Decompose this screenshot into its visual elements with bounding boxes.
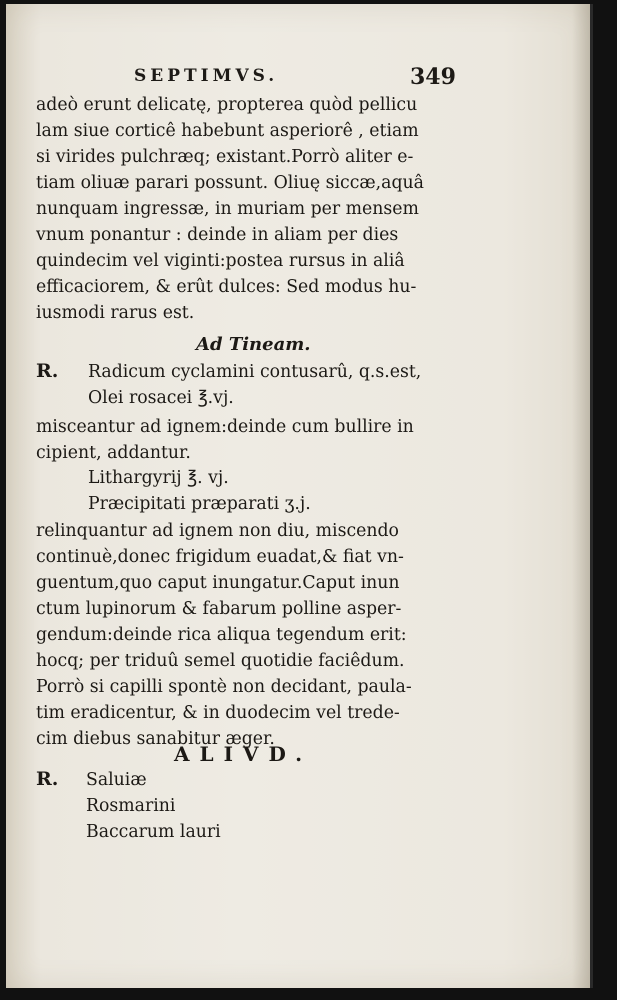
text-line: cipient, addantur.	[36, 443, 191, 463]
book-page	[6, 4, 593, 988]
text-line: tim eradicentur, & in duodecim vel trede-	[36, 703, 400, 723]
text-line: iusmodi rarus est.	[36, 303, 195, 323]
section-heading-aliud: ALIVD.	[174, 742, 313, 766]
page-number: 349	[410, 64, 456, 90]
text-line: si virides pulchræq; existant.Porrò aliter e-	[36, 147, 414, 167]
text-line: misceantur ad ignem:deinde cum bullire in	[36, 417, 414, 437]
ingredient-line: Præcipitati præparati ʒ.j.	[88, 494, 311, 514]
text-line: Porrò si capilli spontè non decidant, paula-	[36, 677, 412, 697]
text-line: ctum lupinorum & fabarum polline asper-	[36, 599, 402, 619]
text-line: relinquantur ad ignem non diu, miscendo	[36, 521, 399, 541]
page-gutter-shadow	[572, 4, 590, 988]
running-head: SEPTIMVS.	[134, 66, 279, 86]
ingredient-line: Radicum cyclamini contusarû, q.s.est,	[88, 362, 422, 382]
ingredient-line: Baccarum lauri	[86, 822, 221, 842]
ingredient-line: Saluiæ	[86, 770, 147, 790]
paragraph-oliuae	[36, 92, 476, 326]
text-line: guentum,quo caput inungatur.Caput inun	[36, 573, 400, 593]
paragraph-instructions-1	[36, 414, 476, 466]
text-line: continuè,donec frigidum euadat,& fiat vn-	[36, 547, 404, 567]
text-line: adeò erunt delicatę, propterea quòd pellicu	[36, 95, 418, 115]
text-line: quindecim vel viginti:postea rursus in aliâ	[36, 251, 405, 271]
section-heading-ad-tineam: Ad Tineam.	[196, 334, 311, 355]
text-line: vnum ponantur : deinde in aliam per dies	[36, 225, 399, 245]
text-line: tiam oliuæ parari possunt. Oliuę siccæ,aquâ	[36, 173, 424, 193]
text-line: nunquam ingressæ, in muriam per mensem	[36, 199, 419, 219]
text-line: cim diebus sanabitur æger.	[36, 729, 275, 749]
ingredient-line: Olei rosacei ℥.vj.	[88, 388, 234, 408]
text-line: hocq; per triduû semel quotidie faciêdum.	[36, 651, 405, 671]
paragraph-instructions-2	[36, 518, 476, 752]
ingredient-line: Rosmarini	[86, 796, 176, 816]
ingredient-line: Lithargyrij ℥. vj.	[88, 468, 229, 488]
recipe-symbol: R.	[36, 768, 59, 790]
text-line: gendum:deinde rica aliqua tegendum erit:	[36, 625, 407, 645]
text-line: efficaciorem, & erût dulces: Sed modus hu-	[36, 277, 417, 297]
recipe-symbol: R.	[36, 360, 59, 382]
text-line: lam siue corticê habebunt asperiorê , etiam	[36, 121, 419, 141]
